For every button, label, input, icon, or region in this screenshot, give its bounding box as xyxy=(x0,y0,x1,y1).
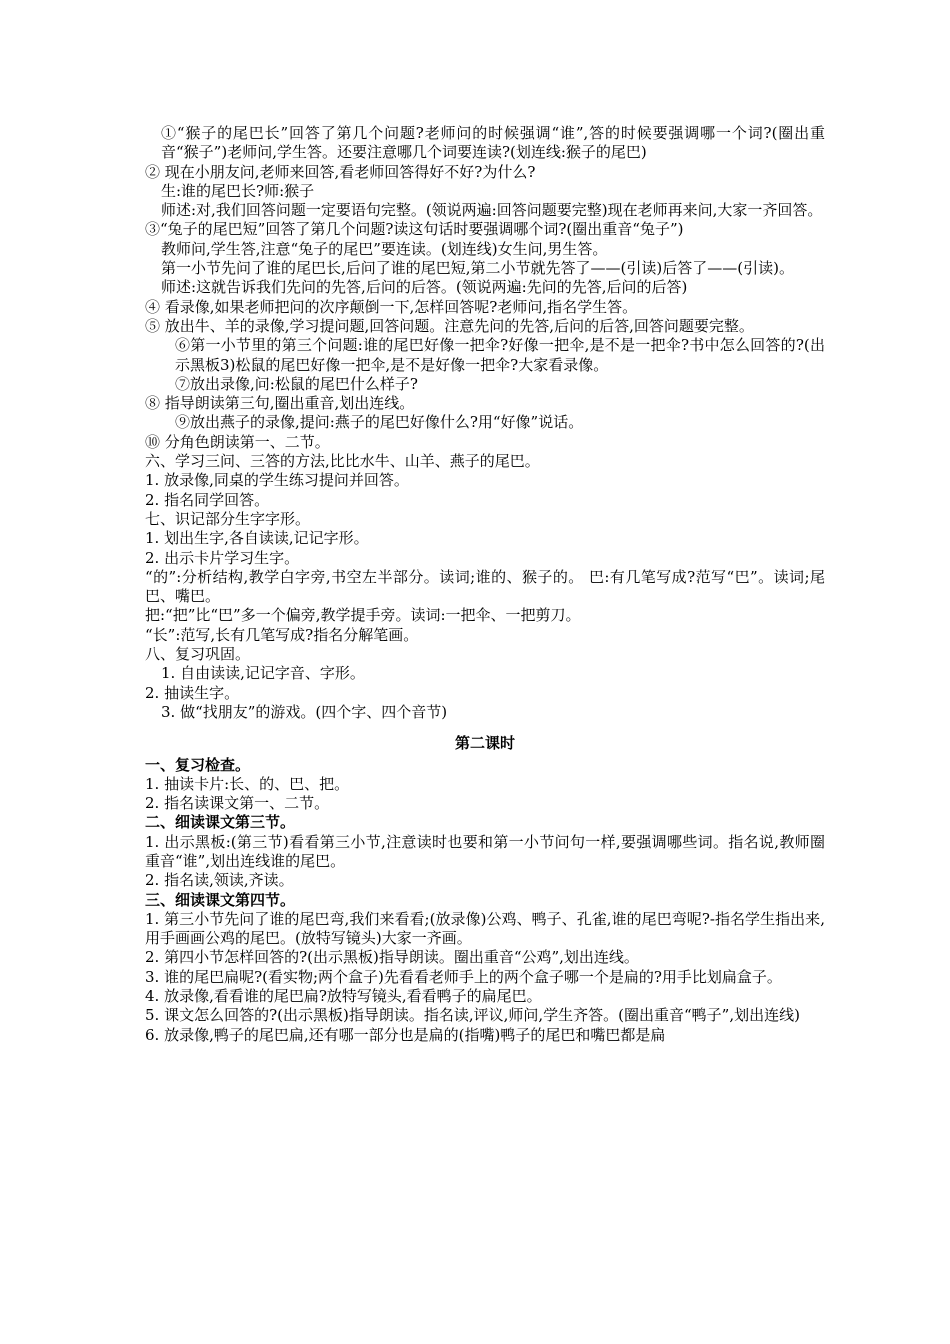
paragraph: ①“猴子的尾巴长”回答了第几个问题?老师问的时候强调“谁”,答的时候要强调哪一个词?(圈出重音“猴子”)老师问,学生答。还要注意哪几个词要连读?(划连线:猴子的尾巴) xyxy=(161,124,825,162)
paragraph: 6. 放录像,鸭子的尾巴扁,还有哪一部分也是扁的(指嘴)鸭子的尾巴和嘴巴都是扁 xyxy=(145,1025,666,1044)
paragraph: ⑥第一小节里的第三个问题:谁的尾巴好像一把伞?好像一把伞,是不是一把伞?书中怎么回答的?(出示黑板3)松鼠的尾巴好像一把伞,是不是好像一把伞?大家看录像。 xyxy=(175,336,825,374)
section-title: 第二课时 xyxy=(454,734,515,753)
paragraph: 3. 做“找朋友”的游戏。(四个字、四个音节) xyxy=(161,702,448,721)
paragraph: 1. 第三小节先问了谁的尾巴弯,我们来看看;(放录像)公鸡、鸭子、孔雀,谁的尾巴弯呢?-指名学生指出来,用手画画公鸡的尾巴。(放特写镜头)大家一齐画。 xyxy=(145,909,825,948)
paragraph: 5. 课文怎么回答的?(出示黑板)指导朗读。指名读,评议,师问,学生齐答。(圈出重音“鸭子”,划出连线) xyxy=(145,1006,800,1025)
paragraph: 4. 放录像,看看谁的尾巴扁?放特写镜头,看看鸭子的扁尾巴。 xyxy=(145,987,542,1006)
paragraph: 师述:这就告诉我们先问的先答,后问的后答。(领说两遍:先问的先答,后问的后答) xyxy=(161,278,688,297)
paragraph: 3. 谁的尾巴扁呢?(看实物;两个盒子)先看看老师手上的两个盒子哪一个是扁的?用手比划扁盒子。 xyxy=(145,967,782,986)
paragraph: ⑤ 放出牛、羊的录像,学习提问题,回答问题。注意先问的先答,后问的后答,回答问题要完整。 xyxy=(145,316,754,335)
paragraph: 1. 抽读卡片:长、的、巴、把。 xyxy=(145,774,350,793)
paragraph: ② 现在小朋友问,老师来回答,看老师回答得好不好?为什么? xyxy=(145,162,536,181)
paragraph: 生:谁的尾巴长?师:猴子 xyxy=(161,181,315,200)
section-heading: 一、复习检查。 xyxy=(145,755,251,774)
paragraph: 把:“把”比“巴”多一个偏旁,教学提手旁。读词:一把伞、一把剪刀。 xyxy=(145,606,581,625)
paragraph: ⑩ 分角色朗读第一、二节。 xyxy=(145,432,330,451)
paragraph: 2. 指名读,领读,齐读。 xyxy=(145,871,294,890)
paragraph: ⑧ 指导朗读第三句,圈出重音,划出连线。 xyxy=(145,394,415,413)
paragraph: 七、识记部分生字字形。 xyxy=(145,509,311,528)
section-heading: 二、细读课文第三节。 xyxy=(145,813,296,832)
paragraph: 师述:对,我们回答问题一定要语句完整。(领说两遍:回答问题要完整)现在老师再来问,大家一齐回答。 xyxy=(161,201,823,220)
paragraph: ③“兔子的尾巴短”回答了第几个问题?读这句话时要强调哪个词?(圈出重音“兔子”) xyxy=(145,220,684,239)
paragraph: 教师问,学生答,注意“兔子的尾巴”要连读。(划连线)女生问,男生答。 xyxy=(161,239,608,258)
paragraph: 2. 指名读课文第一、二节。 xyxy=(145,794,330,813)
paragraph: 六、学习三问、三答的方法,比比水牛、山羊、燕子的尾巴。 xyxy=(145,452,540,471)
paragraph: 1. 放录像,同桌的学生练习提问并回答。 xyxy=(145,471,409,490)
paragraph: 2. 第四小节怎样回答的?(出示黑板)指导朗读。圈出重音“公鸡”,划出连线。 xyxy=(145,948,639,967)
paragraph: ⑨放出燕子的录像,提问:燕子的尾巴好像什么?用“好像”说话。 xyxy=(175,413,584,432)
paragraph: ④ 看录像,如果老师把问的次序颠倒一下,怎样回答呢?老师问,指名学生答。 xyxy=(145,297,638,316)
paragraph: ⑦放出录像,问:松鼠的尾巴什么样子? xyxy=(175,374,418,393)
paragraph: 八、复习巩固。 xyxy=(145,645,251,664)
paragraph: 2. 出示卡片学习生字。 xyxy=(145,548,300,567)
paragraph: 2. 指名同学回答。 xyxy=(145,490,270,509)
document-body xyxy=(145,124,825,1045)
section-heading: 三、细读课文第四节。 xyxy=(145,890,296,909)
paragraph: 1. 自由读读,记记字音、字形。 xyxy=(161,664,365,683)
paragraph: 第一小节先问了谁的尾巴长,后问了谁的尾巴短,第二小节就先答了——(引读)后答了——(引读)。 xyxy=(161,259,794,278)
paragraph: “的”:分析结构,教学白字旁,书空左半部分。读词;谁的、猴子的。 巴:有几笔写成?范写“巴”。读词;尾巴、嘴巴。 xyxy=(145,567,825,606)
paragraph: “长”:范写,长有几笔写成?指名分解笔画。 xyxy=(145,625,419,644)
paragraph: 1. 划出生字,各自读读,记记字形。 xyxy=(145,529,369,548)
paragraph: 2. 抽读生字。 xyxy=(145,683,240,702)
paragraph: 1. 出示黑板:(第三节)看看第三小节,注意读时也要和第一小节问句一样,要强调哪些词。指名说,教师圈重音“谁”,划出连线谁的尾巴。 xyxy=(145,832,825,870)
